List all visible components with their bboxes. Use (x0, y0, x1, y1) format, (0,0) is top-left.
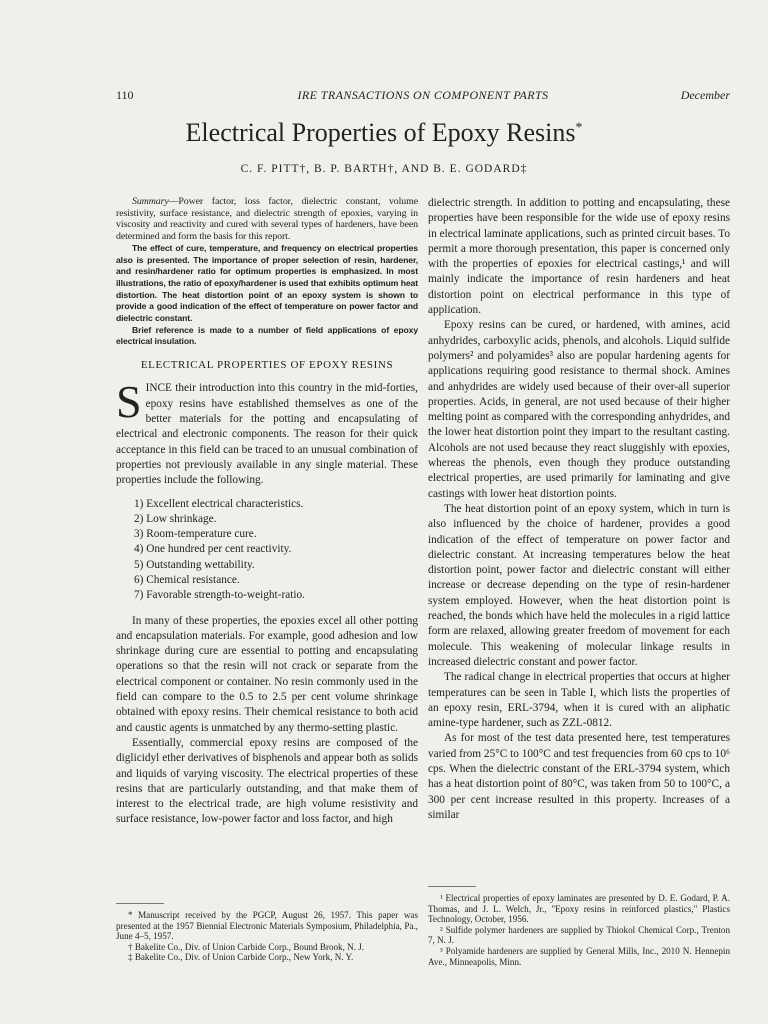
footnote: ³ Polyamide hardeners are supplied by General Mills, Inc., 2010 N. Hennepin Ave., Minneapolis, Minn. (428, 945, 730, 967)
article-title (0, 118, 768, 148)
footnote: ¹ Electrical properties of epoxy laminates are presented by D. E. Godard, P. A. Thomas, and J. L. Welch, Jr., "Epoxy resins in reinforced plastics," Plastics Technology, October, 1956. (428, 893, 730, 925)
list-item: 4) One hundred per cent reactivity. (134, 543, 292, 556)
author-line: C. F. PITT†, B. P. BARTH†, AND B. E. GODARD‡ (240, 163, 528, 175)
running-header (116, 88, 730, 104)
body-paragraph: Epoxy resins can be cured, or hardened, with amines, acid anhydrides, carboxylic acids, phenols, and alcohols. Liquid sulfide polymers² and polyamides³ also are popular hardening agents for applications requiring good resistance to thermal shock. Amines and anhydrides are widely used because of their over-all superior properties. Acids, in general, are not used because of their higher melting point as compared with the corresponding anhydrides, and the lower heat distortion point they impart to the resultant casting. Alcohols are not used because they react sluggishly with epoxies, whereas the phenols, even though they produce outstanding electrical properties, are used primarily for laminating and give castings with lower heat distortion points. (428, 319, 730, 500)
intro-paragraph (116, 376, 418, 488)
list-item: 7) Favorable strength-to-weight-ratio. (134, 589, 305, 602)
title-footnote-mark: * (575, 120, 583, 136)
section-heading: ELECTRICAL PROPERTIES OF EPOXY RESINS (140, 359, 394, 372)
page-number: 110 (116, 88, 134, 102)
body-paragraph: Essentially, commercial epoxy resins are composed of the diglicidyl ether derivatives of bisphenols and appear both as solids and liquids of varying viscosity. The electrical properties of these resins that are particularly outstanding, and that make them of interest to the electrical trade, are high volume resistivity and surface resistance, low-power factor and loss factor, and high (116, 736, 418, 826)
summary-text: —Power factor, loss factor, dielectric constant, volume resistivity, surface resistance, and dielectric strength of epoxies, varying in viscosity and reactivity and cured with several types of hardeners, have been determined and form the basis for this report. (116, 196, 418, 243)
summary-lead: Summary (132, 196, 169, 207)
drop-cap: S (116, 376, 142, 428)
intro-text: INCE their introduction into this country in the mid-forties, epoxy resins have established themselves as one of the better materials for the potting and encapsulating of electrical and electronic components. The reason for their quick acceptance in this field can be traced to an unusual combination of properties not previously available in any single material. These properties include the following. (116, 382, 418, 487)
body-paragraph: The heat distortion point of an epoxy system, which in turn is also influenced by the choice of hardener, provides a good indication of the effect of temperature on power factor and dielectric constant. At increasing temperatures below the heat distortion point, power factor and dielectric constant will either increase or decrease depending on the type of resin-hardener system employed. However, when the heat distortion point is reached, the bonds which have held the molecules in a rigid lattice form are relaxed, allowing greater freedom of movement for each molecule. This weakening of molecular linkage results in increased dielectric constant and power factor. (428, 502, 730, 668)
footnote: † Bakelite Co., Div. of Union Carbide Corp., Bound Brook, N. J. (128, 941, 365, 952)
footnotes-right (428, 893, 730, 967)
summary-abstract (116, 196, 418, 348)
footnote: * Manuscript received by the PGCP, August 26, 1957. This paper was presented at the 1957 Biennial Electronic Materials Symposium, Philadelphia, Pa., June 4–5, 1957. (116, 910, 418, 942)
body-paragraph: dielectric strength. In addition to potting and encapsulating, these properties have been responsible for the wide use of epoxy resins in electrical laminate applications, such as printed circuit bases. To permit a more thorough presentation, this paper is concerned only with the properties of epoxies for electrical castings,¹ and will mainly indicate the importance of resin hardeners and heat distortion point on electrical performance in this type of application. (428, 197, 730, 317)
summary-paragraph: The effect of cure, temperature, and frequency on electrical properties also is presented. The importance of proper selection of resin, hardener, and resin/hardener ratio for optimum properties is emphasized. In most illustrations, the ratio of epoxy/hardener is used that exhibits optimum heat distortion. The heat distortion point of an epoxy system is shown to provide a good indication of the effect of temperature on power factor and dielectric constant. (116, 242, 418, 324)
body-paragraph: The radical change in electrical properties that occurs at higher temperatures can be seen in Table I, which lists the properties of an epoxy resin, ERL-3794, when it is cured with an aliphatic amine-type hardener, such as ZZL-0812. (428, 671, 730, 730)
list-item: 5) Outstanding wettability. (134, 558, 255, 571)
issue-month: December (680, 88, 730, 102)
left-column (116, 196, 418, 828)
list-item: 2) Low shrinkage. (134, 512, 217, 525)
footnote-rule-left (116, 903, 164, 904)
list-item: 1) Excellent electrical characteristics. (134, 497, 304, 510)
summary-paragraph: Brief reference is made to a number of field applications of epoxy electrical insulation. (116, 324, 418, 347)
body-paragraph: In many of these properties, the epoxies excel all other potting and encapsulation materials. For example, good adhesion and low shrinkage during cure are essential to potting and encapsulating operations so that the resin will not crack or separate from the electrical component or container. No resin commonly used in the field can compare to the 0.5 to 2.5 per cent volume shrinkage obtained with epoxy resins. Their chemical resistance to both acid and caustic agents is unmatched by any thermo-setting plastic. (116, 614, 418, 734)
footnotes-left (116, 910, 418, 963)
footnote: ² Sulfide polymer hardeners are supplied by Thiokol Chemical Corp., Trenton 7, N. J. (428, 924, 730, 946)
list-item: 3) Room-temperature cure. (134, 528, 257, 541)
article-title-text: Electrical Properties of Epoxy Resins (185, 118, 576, 147)
summary-paragraph (116, 196, 418, 243)
properties-list (134, 497, 418, 604)
footnote: ‡ Bakelite Co., Div. of Union Carbide Corp., New York, N. Y. (128, 952, 354, 963)
list-item: 6) Chemical resistance. (134, 574, 240, 586)
right-column (428, 196, 730, 823)
body-paragraph: As for most of the test data presented here, test temperatures varied from 25°C to 100°C and test frequencies from 60 cps to 10⁶ cps. When the dielectric constant of the ERL-3794 system, which has a heat distortion point of 80°C, was taken from 50 to 100°C, a 300 per cent increase resulted in this property. Increases of a similar (428, 732, 730, 821)
footnote-rule-right (428, 886, 476, 887)
journal-title: IRE TRANSACTIONS ON COMPONENT PARTS (297, 88, 549, 102)
